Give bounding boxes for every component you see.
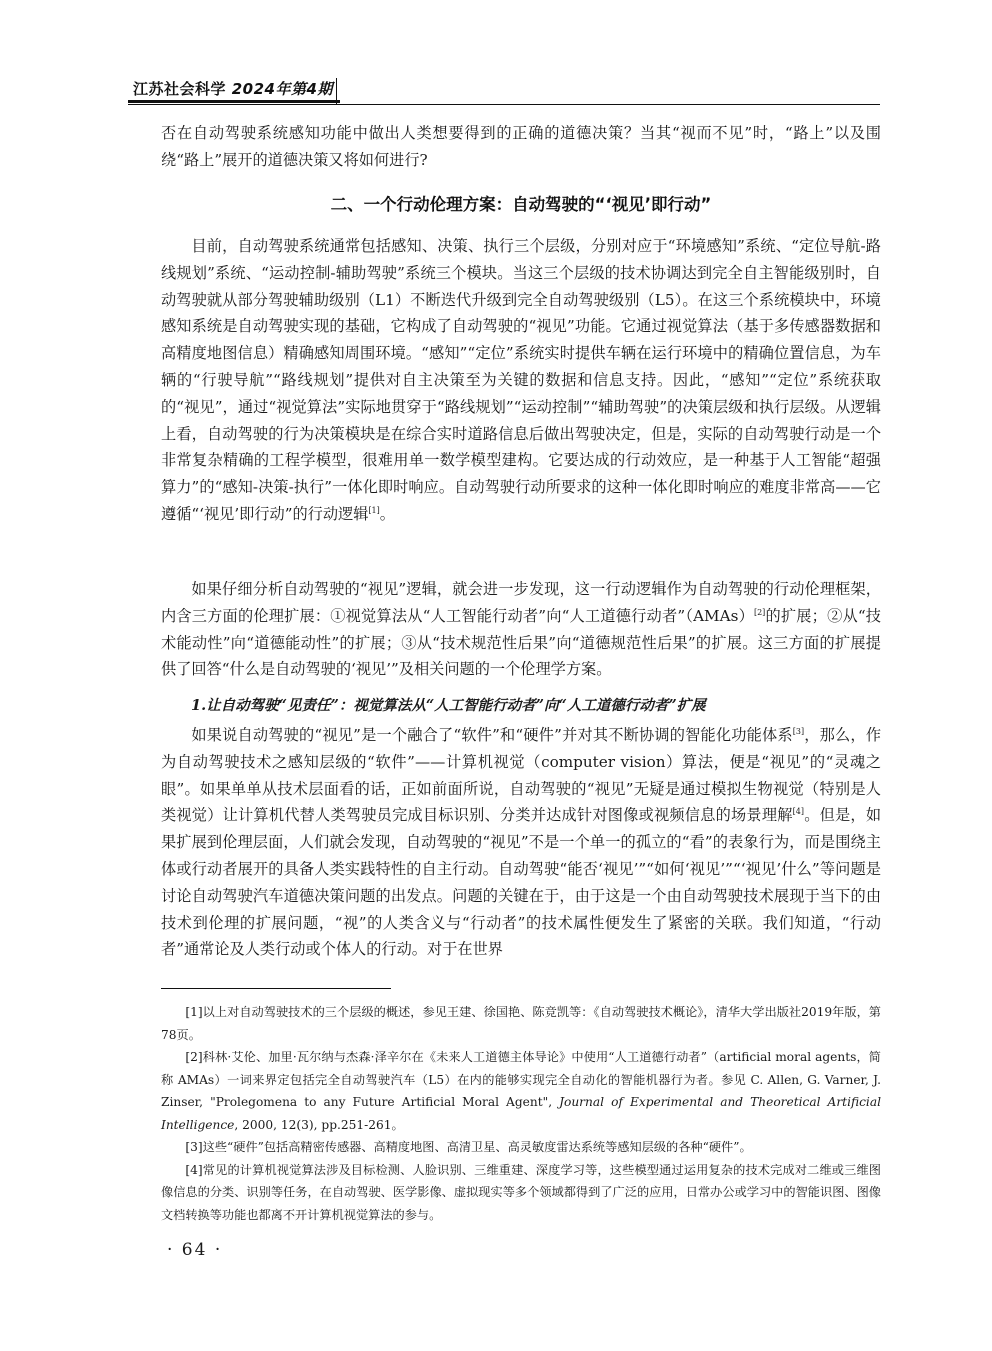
- paragraph-1-text: 目前，自动驾驶系统通常包括感知、决策、执行三个层级，分别对应于“环境感知”系统、“定位导航-路线规划”系统、“运动控制-辅助驾驶”系统三个模块。当这三个层级的技术协调达到完全自主智能级别时，自动驾驶就从部分驾驶辅助级别（L1）不断迭代升级到完全自动驾驶级别（L5）。在这三个系统模块中，环境感知系统是自动驾驶实现的基础，它构成了自动驾驶的“视见”功能。它通过视觉算法（基于多传感器数据和高精度地图信息）精确感知周围环境。“感知”“定位”系统实时提供车辆在运行环境中的精确位置信息，为车辆的“行驶导航”“路线规划”提供对自主决策至为关键的数据和信息支持。因此，“感知”“定位”系统获取的“视见”，通过“视觉算法”实际地贯穿于“路线规划”“运动控制”“辅助驾驶”的决策层级和执行层级。从逻辑上看，自动驾驶的行为决策模块是在综合实时道路信息后做出驾驶决定，但是，实际的自动驾驶行动是一个非常复杂精确的工程学模型，很难用单一数学模型建构。它要达成的行动效应，是一种基于人工智能“超强算力”的“感知-决策-执行”一体化即时响应。自动驾驶行动所要求的这种一体化即时响应的难度非常高——它遵循“‘视见’即行动”的行动逻辑: [161, 237, 881, 523]
- running-header: [133, 78, 333, 99]
- footnote-2-text-b: , 2000, 12(3), pp.251-261。: [234, 1117, 404, 1132]
- footnote-ref-4[interactable]: [4]: [792, 807, 804, 817]
- issue-label: 2024年第4期: [231, 80, 333, 98]
- paragraph-1: [161, 233, 881, 528]
- header-rule-thick: [128, 100, 340, 103]
- footnote-2-journal: Journal of Experimental and Theoretical Artificial Intelligence: [161, 1095, 881, 1132]
- footnote-ref-3[interactable]: [3]: [792, 727, 805, 736]
- section-title: 二、一个行动伦理方案：自动驾驶的“‘视见’即行动”: [330, 195, 712, 214]
- paragraph-2-text-b: 的扩展；②从“技术能动性”向“道德能动性”的扩展；③从“技术规范性后果”向“道德规范性后果”的扩展。这三方面的扩展提供了回答“什么是自动驾驶的‘视见’”及相关问题的一个伦理学方案。: [161, 606, 881, 679]
- paragraph-3-text-c: 。但是，如果扩展到伦理层面，人们就会发现，自动驾驶的“视见”不是一个单一的孤立的“看”的表象行为，而是围绕主体或行动者展开的具备人类实践特性的自主行动。自动驾驶“能否‘视见’”“如何‘视见’”“‘视见’什么”等问题是讨论自动驾驶汽车道德决策问题的出发点。问题的关键在于，由于这是一个由自动驾驶技术展现于当下的由技术到伦理的扩展问题，“视”的人类含义与“行动者”的技术属性便发生了紧密的关联。我们知道，“行动者”通常论及人类行动或个体人的行动。对于在世界: [161, 806, 882, 959]
- footnote-3: [3]这些“硬件”包括高精密传感器、高精度地图、高清卫星、高灵敏度雷达系统等感知层级的各种“硬件”。: [185, 1140, 752, 1154]
- paragraph-2-text-a: 如果仔细分析自动驾驶的“视见”逻辑，就会进一步发现，这一行动逻辑作为自动驾驶的行动伦理框架，内含三方面的伦理扩展：①视觉算法从“人工智能行动者”向“人工道德行动者”（AMAs）: [161, 580, 881, 625]
- paragraph-3-text-b: ，那么，作为自动驾驶技术之感知层级的“软件”——计算机视觉（computer vision）算法，便是“视见”的“灵魂之眼”。如果单单从技术层面看的话，正如前面所说，自动驾驶的“视见”无疑是通过模拟生物视觉（特别是人类视觉）让计算机代替人类驾驶员完成目标识别、分类并达成针对图像或视频信息的场景理解: [161, 726, 882, 825]
- paragraph-2: [161, 576, 881, 683]
- continuation-paragraph: 否在自动驾驶系统感知功能中做出人类想要得到的正确的道德决策？当其“视而不见”时，“路上”以及围绕“路上”展开的道德决策又将如何进行?: [161, 124, 881, 169]
- footnote-1: [1]以上对自动驾驶技术的三个层级的概述，参见王建、徐国艳、陈竞凯等：《自动驾驶技术概论》，清华大学出版社2019年版，第78页。: [161, 1005, 881, 1042]
- paragraph-3: [161, 722, 881, 963]
- paragraph-3-text-a: 如果说自动驾驶的“视见”是一个融合了“软件”和“硬件”并对其不断协调的智能化功能体系: [191, 726, 793, 744]
- paragraph-1-end: 。: [379, 504, 395, 523]
- footnote-ref-1[interactable]: [1]: [368, 505, 380, 515]
- subsection-heading: 1.让自动驾驶“见责任”：视觉算法从“人工智能行动者”向“人工道德行动者”扩展: [191, 697, 706, 714]
- footnote-ref-2[interactable]: [2]: [753, 607, 766, 617]
- page-number: · 64 ·: [167, 1240, 223, 1260]
- footnote-2-text-a: [2]科林·艾伦、加里·瓦尔纳与杰森·泽辛尔在《未来人工道德主体导论》中使用“人工道德行动者”（artificial moral agents，简称 AMAs）一词来界定包括完全自动驾驶汽车（L5）在内的能够实现完全自动化的智能机器行为者。参见 C. Allen, G. Varner, J. Zinser, "Prolegomena to any Future Artificial Moral Agent",: [161, 1050, 881, 1109]
- footnote-4: [4]常见的计算机视觉算法涉及目标检测、人脸识别、三维重建、深度学习等，这些模型通过运用复杂的技术完成对二维或三维图像信息的分类、识别等任务，在自动驾驶、医学影像、虚拟现实等多个领域都得到了广泛的应用，日常办公或学习中的智能识图、图像文档转换等功能也都离不开计算机视觉算法的参与。: [161, 1162, 881, 1222]
- footnote-2: [161, 1046, 881, 1136]
- footnotes: [161, 1001, 881, 1226]
- journal-name: 江苏社会科学: [133, 80, 227, 98]
- footnote-rule: [161, 988, 391, 989]
- header-rule-thin: [128, 104, 880, 105]
